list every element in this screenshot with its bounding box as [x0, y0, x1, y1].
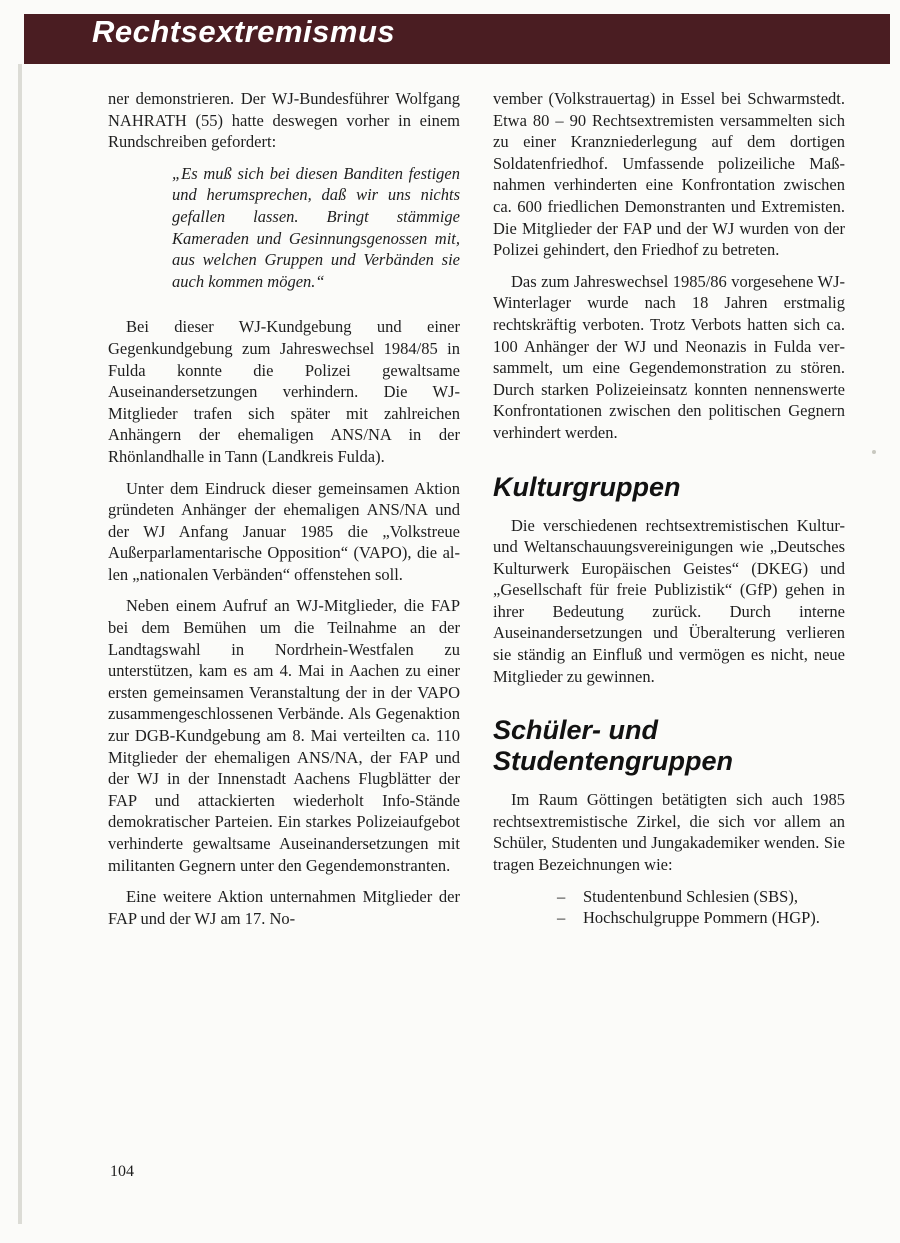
section-heading-kulturgruppen: Kulturgruppen — [493, 471, 681, 502]
paragraph: Unter dem Eindruck dieser gemeinsamen Aktion gründeten Anhänger der ehemaligen ANS/NA und der WJ Anfang Januar 1985 die „Volkstreue Außerparlamentarische Opposition“ (VAPO), die allen „nationalen Verbänden“ offenstehen soll. — [108, 478, 460, 584]
list-item: – Hochschulgruppe Pommern (HGP). — [555, 907, 845, 929]
organization-list — [555, 886, 845, 929]
scan-edge — [18, 64, 22, 1224]
heading-line: Schüler- und — [493, 715, 659, 746]
left-column — [108, 88, 460, 939]
page-title: Rechtsextremismus — [92, 14, 396, 49]
right-column — [493, 88, 845, 929]
section-heading-studentengruppen — [493, 715, 845, 777]
paragraph: Eine weitere Aktion unternahmen Mitglieder der FAP und der WJ am 17. No- — [108, 887, 460, 928]
paragraph: Die verschiedenen rechtsextremistischen Kultur- und Weltanschauungsvereinigungen wie „Deutsches Kulturwerk Europäischen Geistes“ (DKEG) und „Gesellschaft für freie Publizistik“ (GfP) gehen in ihrer Bedeutung zurück. Durch interne Auseinandersetzungen und Überalterung verlieren sie ständig an Einfluß und vermögen es nicht, neue Mitglieder zu gewinnen. — [493, 515, 845, 686]
heading-line: Studentengruppen — [493, 746, 733, 777]
paragraph: vember (Volkstrauertag) in Essel bei Schwarmstedt. Etwa 80 – 90 Rechtsextremisten versammelten sich zu einer Kranzniederlegung auf dem dortigen Soldatenfriedhof. Umfassende polizeiliche Maßnahmen verhinderten eine Konfrontation zwischen ca. 600 friedlichen Demonstranten und Extremisten. Die Mitglieder der FAP und der WJ wurden von der Polizei gehindert, den Friedhof zu betreten. — [493, 89, 845, 260]
scan-speck — [872, 450, 876, 454]
paragraph: Bei dieser WJ-Kundgebung und einer Gegenkundgebung zum Jahreswechsel 1984/85 in Fulda konnte die Polizei gewaltsame Auseinandersetzungen verhindern. Die WJ-Mitglieder trafen sich später mit zahlreichen Anhängern der ehemaligen ANS/NA in der Rhönlandhalle in Tann (Landkreis Fulda). — [108, 317, 460, 466]
paragraph: Neben einem Aufruf an WJ-Mitglieder, die FAP bei dem Bemühen um die Teilnahme an der Landtagswahl in Nordrhein-Westfalen zu unterstützen, kam es am 4. Mai in Aachen zu einer ersten gemeinsamen Veranstaltung der in der VAPO zusammengeschlossenen Verbände. Als Gegenaktion zur DGB-Kundgebung am 8. Mai verteilten ca. 110 Mitglieder der ehemaligen ANS/NA, der FAP und der WJ in der Innenstadt Aachens Flugblätter der FAP und attackierten wiederholt Info-Stände demokratischer Parteien. Ein starkes Polizeiaufgebot verhinderte gewaltsame Auseinandersetzungen mit militanten Gegnern unter den Gegendemonstranten. — [108, 596, 460, 875]
list-item: – Studentenbund Schlesien (SBS), — [555, 886, 845, 908]
block-quote: „Es muß sich bei diesen Banditen festigen und herumsprechen, daß wir uns nichts gefallen lassen. Bringt stämmige Kameraden und Gesinnungsgenossen mit, aus welchen Gruppen und Verbänden sie auch kommen mögen.“ — [172, 163, 460, 291]
paragraph: ner demonstrieren. Der WJ-Bundesführer Wolfgang NAHRATH (55) hatte deswegen vorher in einem Rundschreiben gefordert: — [108, 89, 460, 152]
paragraph: Das zum Jahreswechsel 1985/86 vorgesehene WJ-Winterlager wurde nach 18 Jahren erstmalig rechtskräftig verboten. Trotz Verbots hatten sich ca. 100 Anhänger der WJ und Neonazis in Fulda versammelt, um eine Gegendemonstration zu stören. Durch starken Polizeieinsatz konnten nennenswerte Konfrontationen zwischen den politischen Gegnern verhindert werden. — [493, 271, 845, 442]
paragraph: Im Raum Göttingen betätigten sich auch 1985 rechtsextremistische Zirkel, die sich vor allem an Schüler, Studenten und Jungakademiker wenden. Sie tragen Bezeichnungen wie: — [493, 790, 845, 875]
page-number: 104 — [110, 1163, 134, 1180]
